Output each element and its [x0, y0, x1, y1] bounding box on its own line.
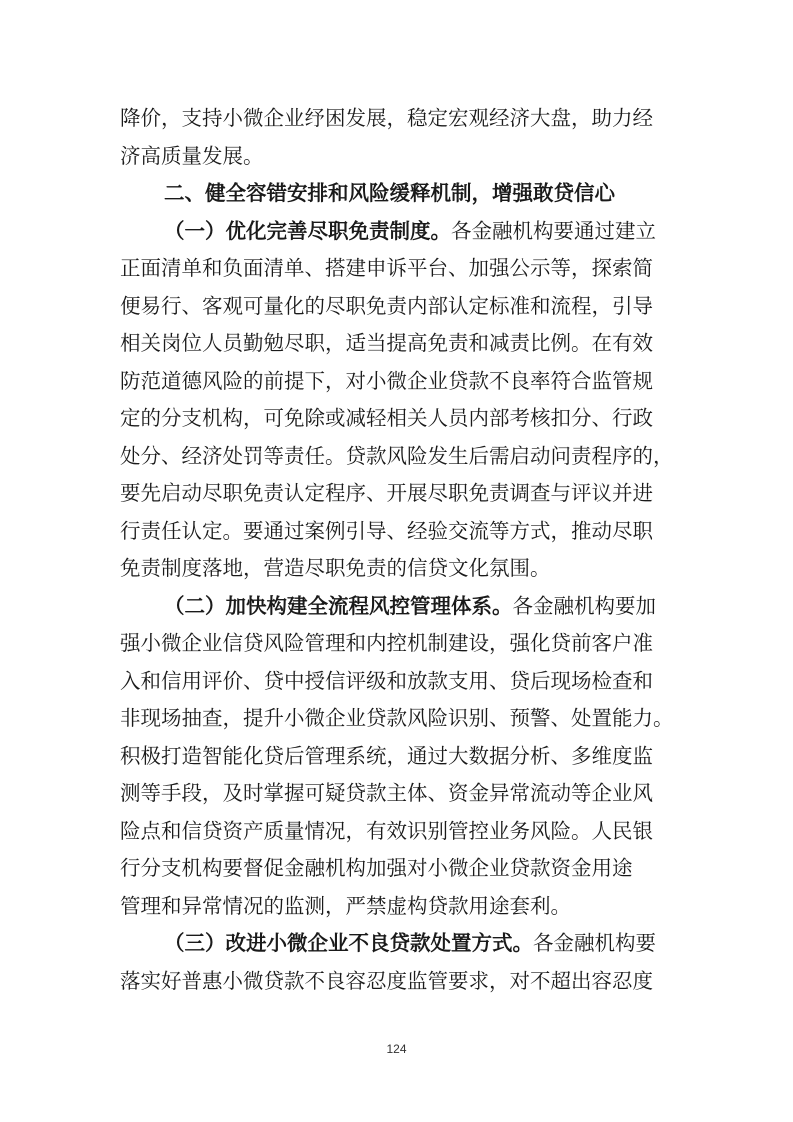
text-line: 防范道德风险的前提下，对小微企业贷款不良率符合监管规: [120, 368, 653, 393]
text-line: 行责任认定。要通过案例引导、经验交流等方式，推动尽职: [120, 518, 653, 543]
text-line: 正面清单和负面清单、搭建申诉平台、加强公示等，探索简: [120, 256, 653, 280]
paragraph-first-line: [120, 588, 676, 626]
text-line: 便易行、客观可量化的尽职免责内部认定标准和流程，引导: [120, 293, 653, 318]
page-number: 124: [386, 1042, 407, 1056]
section-heading: 二、健全容错安排和风险缓释机制，增强敢贷信心: [164, 181, 615, 205]
text-line: 强小微企业信贷风险管理和内控机制建设，强化贷前客户准: [120, 631, 653, 655]
text-line: 管理和异常情况的监测，严禁虚构贷款用途套利。: [120, 893, 571, 918]
text-line: 险点和信贷资产质量情况，有效识别管控业务风险。人民银: [120, 818, 653, 843]
paragraph-first-line: [120, 925, 676, 963]
paragraph-heading: （三）改进小微企业不良贷款处置方式。: [164, 931, 533, 955]
text-line: 行分支机构要督促金融机构加强对小微企业贷款资金用途: [120, 856, 633, 880]
text-line: 处分、经济处罚等责任。贷款风险发生后需启动问责程序的，: [120, 443, 674, 468]
text-line: 济高质量发展。: [120, 143, 264, 168]
text-line: 入和信用评价、贷中授信评级和放款支用、贷后现场检查和: [120, 668, 653, 693]
paragraph-heading: （二）加快构建全流程风控管理体系。: [164, 593, 513, 618]
paragraph-text: 各金融机构要通过建立: [451, 218, 656, 243]
text-line: 测等手段，及时掌握可疑贷款主体、资金异常流动等企业风: [120, 781, 653, 805]
text-line: 落实好普惠小微贷款不良容忍度监管要求，对不超出容忍度: [120, 968, 653, 993]
body-text: [120, 100, 676, 1000]
text-line: 定的分支机构，可免除或减轻相关人员内部考核扣分、行政: [120, 406, 653, 430]
text-line: 免责制度落地，营造尽职免责的信贷文化氛围。: [120, 556, 551, 580]
paragraph-text: 各金融机构要加: [512, 593, 656, 618]
paragraph-text: 各金融机构要: [533, 931, 656, 955]
text-line: 相关岗位人员勤勉尽职，适当提高免责和减责比例。在有效: [120, 331, 653, 355]
paragraph-first-line: [120, 213, 676, 251]
text-line: 降价，支持小微企业纾困发展，稳定宏观经济大盘，助力经: [120, 106, 653, 130]
text-line: 积极打造智能化贷后管理系统，通过大数据分析、多维度监: [120, 743, 653, 768]
text-line: 非现场抽查，提升小微企业贷款风险识别、预警、处置能力。: [120, 706, 674, 730]
text-line: 要先启动尽职免责认定程序、开展尽职免责调查与评议并进: [120, 481, 653, 505]
paragraph-heading: （一）优化完善尽职免责制度。: [164, 218, 451, 243]
